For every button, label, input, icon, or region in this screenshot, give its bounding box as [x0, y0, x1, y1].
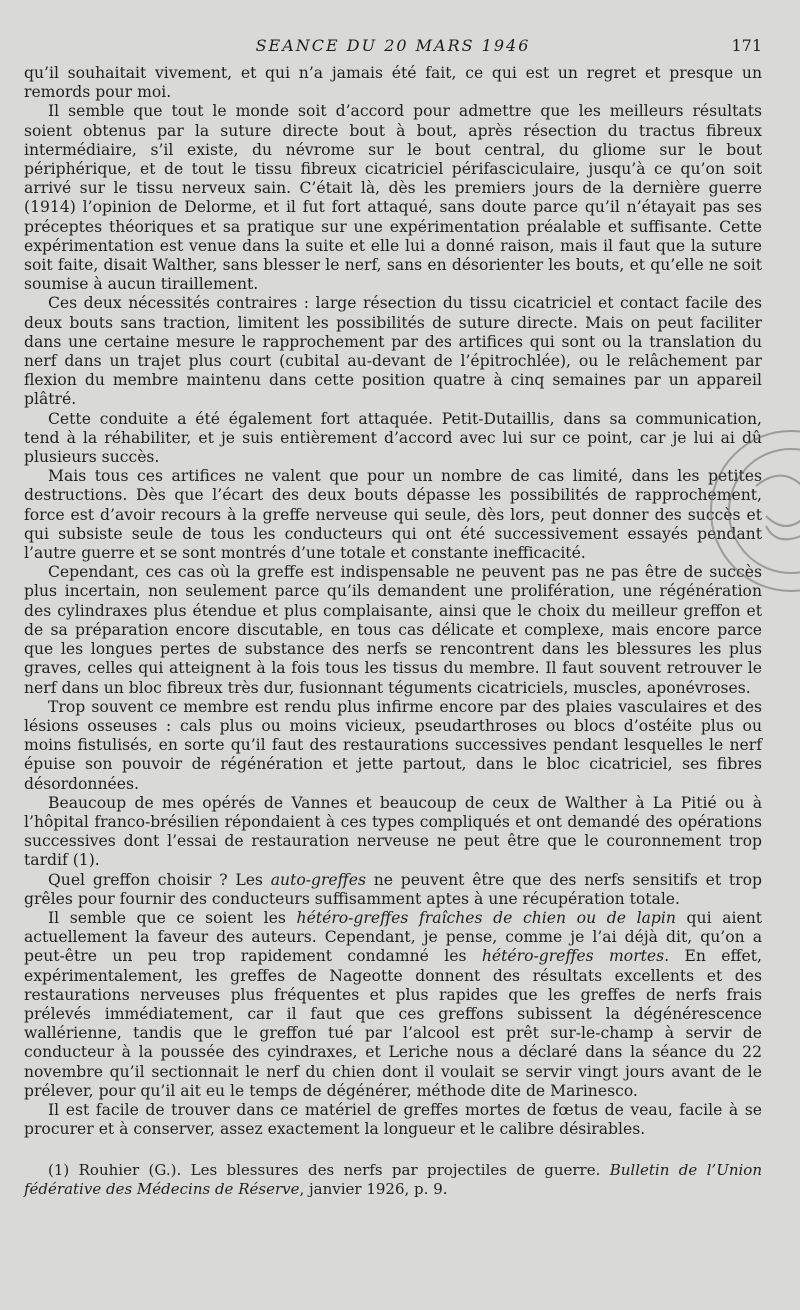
text-run: Mais tous ces artifices ne valent que pour un nombre de cas limité, dans les petites destructions. Dès que l’écart des deux bouts dépasse les possibilités de rapprochement, force est d’avoir recours à la greffe nerveuse qui seule, dès lors, peut donner des succès et qui subsiste seule de tous les conducteurs qui ont été successivement essayés pendant l’autre guerre et se sont montrés d’une totale et constante inefficacité.	[24, 467, 762, 563]
paragraph	[24, 563, 762, 697]
paragraph	[24, 909, 762, 1101]
text-run: ne peuvent être que des nerfs sensitifs et trop grêles pour fournir des conducteurs suffisamment aptes à une récupération totale.	[24, 870, 762, 908]
page-number: 171	[731, 36, 762, 55]
text-run: Il semble que ce soient les	[48, 908, 297, 927]
text-run: Beaucoup de mes opérés de Vannes et beaucoup de ceux de Walther à La Pitié ou à l’hôpital franco-brésilien répondaient à ces types compliqués et ont demandé des opérations successives dont l’essai de restauration nerveuse ne peut être que le couronnement trop tardif (1).	[24, 793, 762, 870]
running-head: SEANCE DU 20 MARS 1946	[255, 36, 531, 55]
paragraph	[24, 410, 762, 468]
paragraph	[24, 467, 762, 563]
italic-text: hétéro-greffes mortes	[481, 947, 665, 966]
text-run: Il est facile de trouver dans ce matériel de greffes mortes de fœtus de veau, facile à se procurer et à conserver, assez exactement la longueur et le calibre désirables.	[24, 1100, 762, 1139]
text-run: . En effet, expérimentalement, les greffes de Nageotte donnent des résultats excellents et des restaurations nerveuses plus fréquentes et plus rapides que les greffes de nerfs frais prélevés immédiatement, car il faut que ces greffons subissent la dégénérescence wallérienne, tandis que le greffon tué par l’alcool est prêt sur-le-champ à servir de conducteur à la poussée des cyindraxes, et Leriche nous a déclaré dans la séance du 22 novembre qu’il sectionnait le nerf du chien dont il voulait se servir vingt jours avant de le prélever, pour qu’il ait eu le temps de dégénérer, méthode dite de Marinesco.	[24, 947, 763, 1100]
paragraph	[24, 64, 762, 102]
footnote	[24, 1161, 762, 1198]
italic-text: Bulletin de l’Union fédérative des Médecins de Réserve	[24, 1161, 762, 1198]
text-run: Cette conduite a été également fort attaquée. Petit-Dutaillis, dans sa communication, tend à la réhabiliter, et je suis entièrement d’accord avec lui sur ce point, car je lui ai dû plusieurs succès.	[24, 409, 762, 467]
paragraph	[24, 294, 762, 409]
text-run: qu’il souhaitait vivement, et qui n’a jamais été fait, ce qui est un regret et presque un remords pour moi.	[24, 64, 762, 102]
text-run: Trop souvent ce membre est rendu plus infirme encore par des plaies vasculaires et des lésions osseuses : cals plus ou moins vicieux, pseudarthroses ou blocs d’ostéite plus ou moins fistulisés, en sorte qu’il faut des restaurations successives pendant lesquelles le nerf épuise son pouvoir de régénération et jette partout, dans le bloc cicatriciel, ses fibres désordonnées.	[24, 697, 762, 793]
paragraph	[24, 871, 762, 909]
paragraph	[24, 794, 762, 871]
paragraph	[24, 1101, 762, 1139]
italic-text: auto-greffes	[270, 870, 366, 889]
text-run: Cependant, ces cas où la greffe est indispensable ne peuvent pas ne pas être de succès plus incertain, non seulement parce qu’ils demandent une prolifération, une régénération des cylindraxes plus étendue et plus complaisante, ainsi que le choix du meilleur greffon et de sa préparation encore discutable, en tous cas délicate et complexe, mais encore parce que les longues pertes de substance des nerfs se rencontrent dans les blessures les plus graves, celles qui atteignent à la fois tous les tissus du membre. Il faut souvent retrouver le nerf dans un bloc fibreux très dur, fusionnant téguments cicatriciels, muscles, aponévroses.	[24, 563, 762, 697]
italic-text: hétéro-greffes fraîches de chien ou de lapin	[296, 908, 676, 927]
text-run: Quel greffon choisir ? Les	[48, 870, 271, 889]
library-stamp-icon	[696, 416, 800, 616]
article-body	[24, 64, 762, 1139]
text-run: Ces deux nécessités contraires : large résection du tissu cicatriciel et contact facile des deux bouts sans traction, limitent les possibilités de suture directe. Mais on peut faciliter dans une certaine mesure le rapprochement par des artifices qui sont ou la translation du nerf dans un trajet plus court (cubital au-devant de l’épitrochlée), ou le relâchement par flexion du membre maintenu dans cette position quatre à cinq semaines par un appareil plâtré.	[24, 294, 762, 409]
text-run: (1) Rouhier (G.). Les blessures des nerfs par projectiles de guerre.	[48, 1161, 610, 1180]
text-run: qui aient actuellement la faveur des auteurs. Cependant, je pense, comme je l’ai déjà dit, qu’on a peut-être un peu trop rapidement condamné les	[24, 908, 763, 966]
paragraph	[24, 102, 762, 294]
paragraph	[24, 698, 762, 794]
text-run: Il semble que tout le monde soit d’accord pour admettre que les meilleurs résultats soient obtenus par la suture directe bout à bout, après résection du tractus fibreux intermédiaire, s’il existe, du névrome sur le bout central, du gliome sur le bout périphérique, et de tout le tissu fibreux cicatriciel périfasciculaire, jusqu’à ce qu’on soit arrivé sur le tissu nerveux sain. C’était là, dès les premiers jours de la dernière guerre (1914) l’opinion de Delorme, et il fut fort attaqué, sans doute parce qu’il n’étayait pas ses préceptes théoriques et sa pratique sur une expérimentation préalable et suffisante. Cette expérimentation est venue dans la suite et elle lui a donné raison, mais il faut que la suture soit faite, disait Walther, sans blesser le nerf, sans en désorienter les bouts, et qu’elle ne soit soumise à aucun tiraillement.	[24, 102, 762, 294]
text-run: , janvier 1926, p. 9.	[299, 1179, 448, 1198]
page-header	[24, 34, 762, 58]
